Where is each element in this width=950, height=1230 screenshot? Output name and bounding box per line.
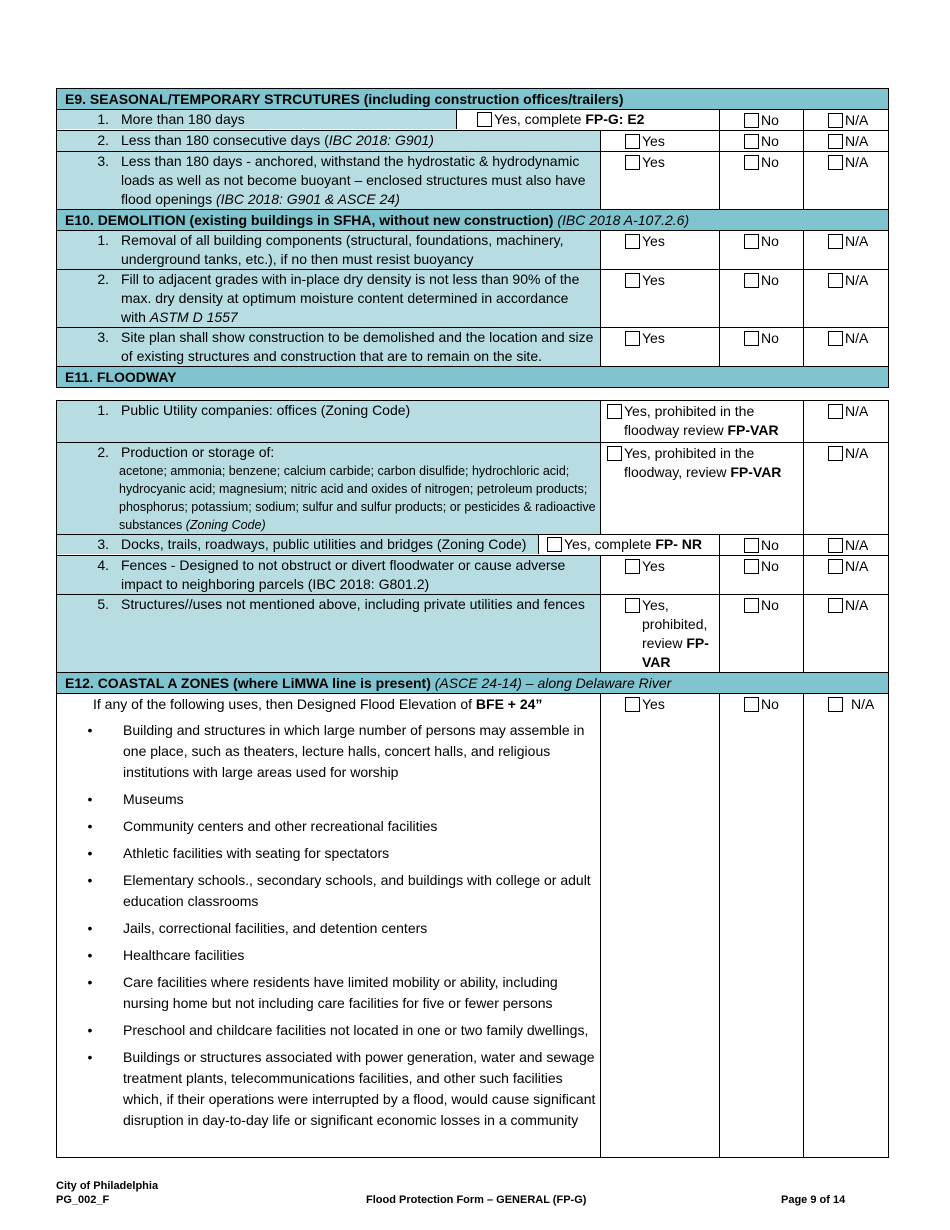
- form-table-top: [56, 88, 889, 388]
- na-checkbox[interactable]: [828, 134, 843, 149]
- yes-checkbox[interactable]: [547, 537, 562, 552]
- no-option[interactable]: No: [720, 131, 803, 151]
- yes-checkbox[interactable]: [625, 598, 640, 613]
- yes-option[interactable]: Yes: [601, 556, 719, 576]
- na-checkbox[interactable]: [828, 697, 843, 712]
- yes-checkbox[interactable]: [625, 559, 640, 574]
- yes-checkbox[interactable]: [625, 155, 640, 170]
- form-table-bottom: [56, 400, 889, 1158]
- na-checkbox[interactable]: [828, 404, 843, 419]
- list-item: • Elementary schools., secondary schools, and buildings with college or adult education classrooms: [87, 872, 591, 909]
- e12-intro: If any of the following uses, then Designed Flood Elevation of BFE + 24”: [93, 696, 543, 712]
- yes-option[interactable]: Yes, prohibited in the floodway review FP-VAR: [601, 401, 803, 442]
- table-row: 4. Fences - Designed to not obstruct or divert floodwater or cause adverse impact to neighboring parcels (IBC 2018: G801.2) Yes No N/A: [57, 556, 889, 595]
- table-row: 1. Public Utility companies: offices (Zoning Code) Yes, prohibited in the floodway review FP-VAR N/A: [57, 401, 889, 443]
- na-checkbox[interactable]: [828, 331, 843, 346]
- na-option[interactable]: N/A: [804, 270, 888, 290]
- yes-option[interactable]: Yes: [601, 231, 719, 251]
- na-checkbox[interactable]: [828, 273, 843, 288]
- table-row: 3. Site plan shall show construction to be demolished and the location and size of existing structures and construction that are to remain on the site. Yes No N/A: [57, 328, 889, 367]
- na-checkbox[interactable]: [828, 234, 843, 249]
- yes-option[interactable]: Yes: [601, 131, 719, 151]
- yes-option[interactable]: Yes, prohibited in the floodway, review FP-VAR: [601, 443, 803, 482]
- na-checkbox[interactable]: [828, 113, 843, 128]
- no-checkbox[interactable]: [744, 234, 759, 249]
- no-checkbox[interactable]: [744, 697, 759, 712]
- no-checkbox[interactable]: [744, 134, 759, 149]
- yes-option[interactable]: Yes: [601, 328, 719, 348]
- table-row: 5. Structures//uses not mentioned above, including private utilities and fences Yes, prohibited, review FP-VAR No N/A: [57, 595, 889, 673]
- yes-checkbox[interactable]: [625, 697, 640, 712]
- na-checkbox[interactable]: [828, 559, 843, 574]
- na-option[interactable]: N/A: [804, 694, 888, 714]
- yes-option[interactable]: Yes, complete FP- NR: [539, 535, 719, 554]
- section-header-e12: E12. COASTAL A ZONES (where LiMWA line is present) (ASCE 24-14) – along Delaware River: [57, 673, 889, 694]
- yes-option[interactable]: Yes, complete FP-G: E2: [457, 110, 719, 129]
- no-option[interactable]: No: [720, 535, 803, 555]
- yes-checkbox[interactable]: [625, 273, 640, 288]
- na-option[interactable]: N/A: [804, 401, 888, 421]
- no-checkbox[interactable]: [744, 538, 759, 553]
- list-item: • Buildings or structures associated with power generation, water and sewage treatment plants, telecommunications facilities, and other such facilities which, if their operations were interrupted by a flood, would cause significant disruption in day-to-day life or significant economic losses in a community: [87, 1049, 596, 1128]
- na-option[interactable]: N/A: [804, 328, 888, 348]
- yes-checkbox[interactable]: [607, 446, 622, 461]
- section-header-e11: E11. FLOODWAY: [57, 367, 889, 388]
- yes-option[interactable]: Yes: [601, 270, 719, 290]
- no-checkbox[interactable]: [744, 155, 759, 170]
- no-option[interactable]: No: [720, 270, 803, 290]
- footer-form-title: Flood Protection Form – GENERAL (FP-G): [366, 1194, 587, 1206]
- na-option[interactable]: N/A: [804, 152, 888, 172]
- table-row: 1. Removal of all building components (structural, foundations, machinery, underground tanks, etc.), if no then must resist buoyancy Yes No N/A: [57, 231, 889, 270]
- list-item: • Museums: [87, 791, 184, 807]
- na-checkbox[interactable]: [828, 538, 843, 553]
- yes-option[interactable]: Yes: [601, 694, 719, 714]
- no-option[interactable]: No: [720, 231, 803, 251]
- yes-option[interactable]: Yes: [601, 152, 719, 172]
- na-option[interactable]: N/A: [804, 110, 888, 130]
- table-row: 3. Less than 180 days - anchored, withstand the hydrostatic & hydrodynamic loads as well as not become buoyant – enclosed structures must also have flood openings (IBC 2018: G901 & ASCE 24) Yes No N/A: [57, 152, 889, 210]
- list-item: • Healthcare facilities: [87, 947, 245, 963]
- list-item: • Care facilities where residents have limited mobility or ability, including nursing home but not including care facilities for five or fewer persons: [87, 974, 558, 1011]
- no-checkbox[interactable]: [744, 273, 759, 288]
- list-item: • Building and structures in which large number of persons may assemble in one place, such as theaters, lecture halls, concert halls, and religious institutions with large areas used for worship: [87, 722, 585, 780]
- table-row: 2. Production or storage of: acetone; ammonia; benzene; calcium carbide; carbon disulfide; hydrochloric acid; hydrocyanic acid; magnesium; nitric acid and oxides of nitrogen; petroleum products; phosphorus; potassium; sodium; sulfur and sulfur products; or pesticides & radioactive substances (Zoning Code) Yes, prohibited in the floodway, review FP-VAR N/A: [57, 443, 889, 535]
- list-item: • Jails, correctional facilities, and detention centers: [87, 920, 428, 936]
- no-option[interactable]: No: [720, 694, 803, 714]
- no-checkbox[interactable]: [744, 598, 759, 613]
- no-checkbox[interactable]: [744, 559, 759, 574]
- table-row: 2. Less than 180 consecutive days (IBC 2018: G901) Yes No N/A: [57, 131, 889, 152]
- yes-checkbox[interactable]: [477, 112, 492, 127]
- table-row: 3. Docks, trails, roadways, public utilities and bridges (Zoning Code) Yes, complete FP- NR No N/A: [57, 535, 889, 556]
- e12-use-list: [57, 720, 600, 1157]
- no-option[interactable]: No: [720, 556, 803, 576]
- na-option[interactable]: N/A: [804, 231, 888, 251]
- footer-code: PG_002_F: [56, 1194, 110, 1206]
- yes-option[interactable]: Yes, prohibited, review FP-VAR: [601, 595, 719, 672]
- yes-checkbox[interactable]: [607, 404, 622, 419]
- table-row: 2. Fill to adjacent grades with in-place dry density is not less than 90% of the max. dry density at optimum moisture content determined in accordance with ASTM D 1557 Yes No N/A: [57, 270, 889, 328]
- na-checkbox[interactable]: [828, 446, 843, 461]
- na-option[interactable]: N/A: [804, 535, 888, 555]
- na-checkbox[interactable]: [828, 598, 843, 613]
- no-checkbox[interactable]: [744, 331, 759, 346]
- na-option[interactable]: N/A: [804, 556, 888, 576]
- no-checkbox[interactable]: [744, 113, 759, 128]
- no-option[interactable]: No: [720, 595, 803, 615]
- yes-checkbox[interactable]: [625, 234, 640, 249]
- table-row: 1. More than 180 days Yes, complete FP-G: E2 No N/A: [57, 110, 889, 131]
- footer-page-number: Page 9 of 14: [781, 1194, 846, 1206]
- no-option[interactable]: No: [720, 152, 803, 172]
- section-header-e9: E9. SEASONAL/TEMPORARY STRCUTURES (including construction offices/trailers): [57, 89, 889, 110]
- table-row: [57, 694, 889, 1158]
- list-item: • Community centers and other recreational facilities: [87, 818, 438, 834]
- list-item: • Athletic facilities with seating for spectators: [87, 845, 390, 861]
- na-option[interactable]: N/A: [804, 131, 888, 151]
- section-header-e10: E10. DEMOLITION (existing buildings in SFHA, without new construction) (IBC 2018 A-107.2.6): [57, 210, 889, 231]
- na-option[interactable]: N/A: [804, 443, 888, 463]
- na-checkbox[interactable]: [828, 155, 843, 170]
- yes-checkbox[interactable]: [625, 134, 640, 149]
- no-option[interactable]: No: [720, 110, 803, 130]
- footer-org: City of Philadelphia: [56, 1180, 159, 1192]
- list-item: • Preschool and childcare facilities not located in one or two family dwellings,: [87, 1022, 589, 1038]
- yes-checkbox[interactable]: [625, 331, 640, 346]
- no-option[interactable]: No: [720, 328, 803, 348]
- na-option[interactable]: N/A: [804, 595, 888, 615]
